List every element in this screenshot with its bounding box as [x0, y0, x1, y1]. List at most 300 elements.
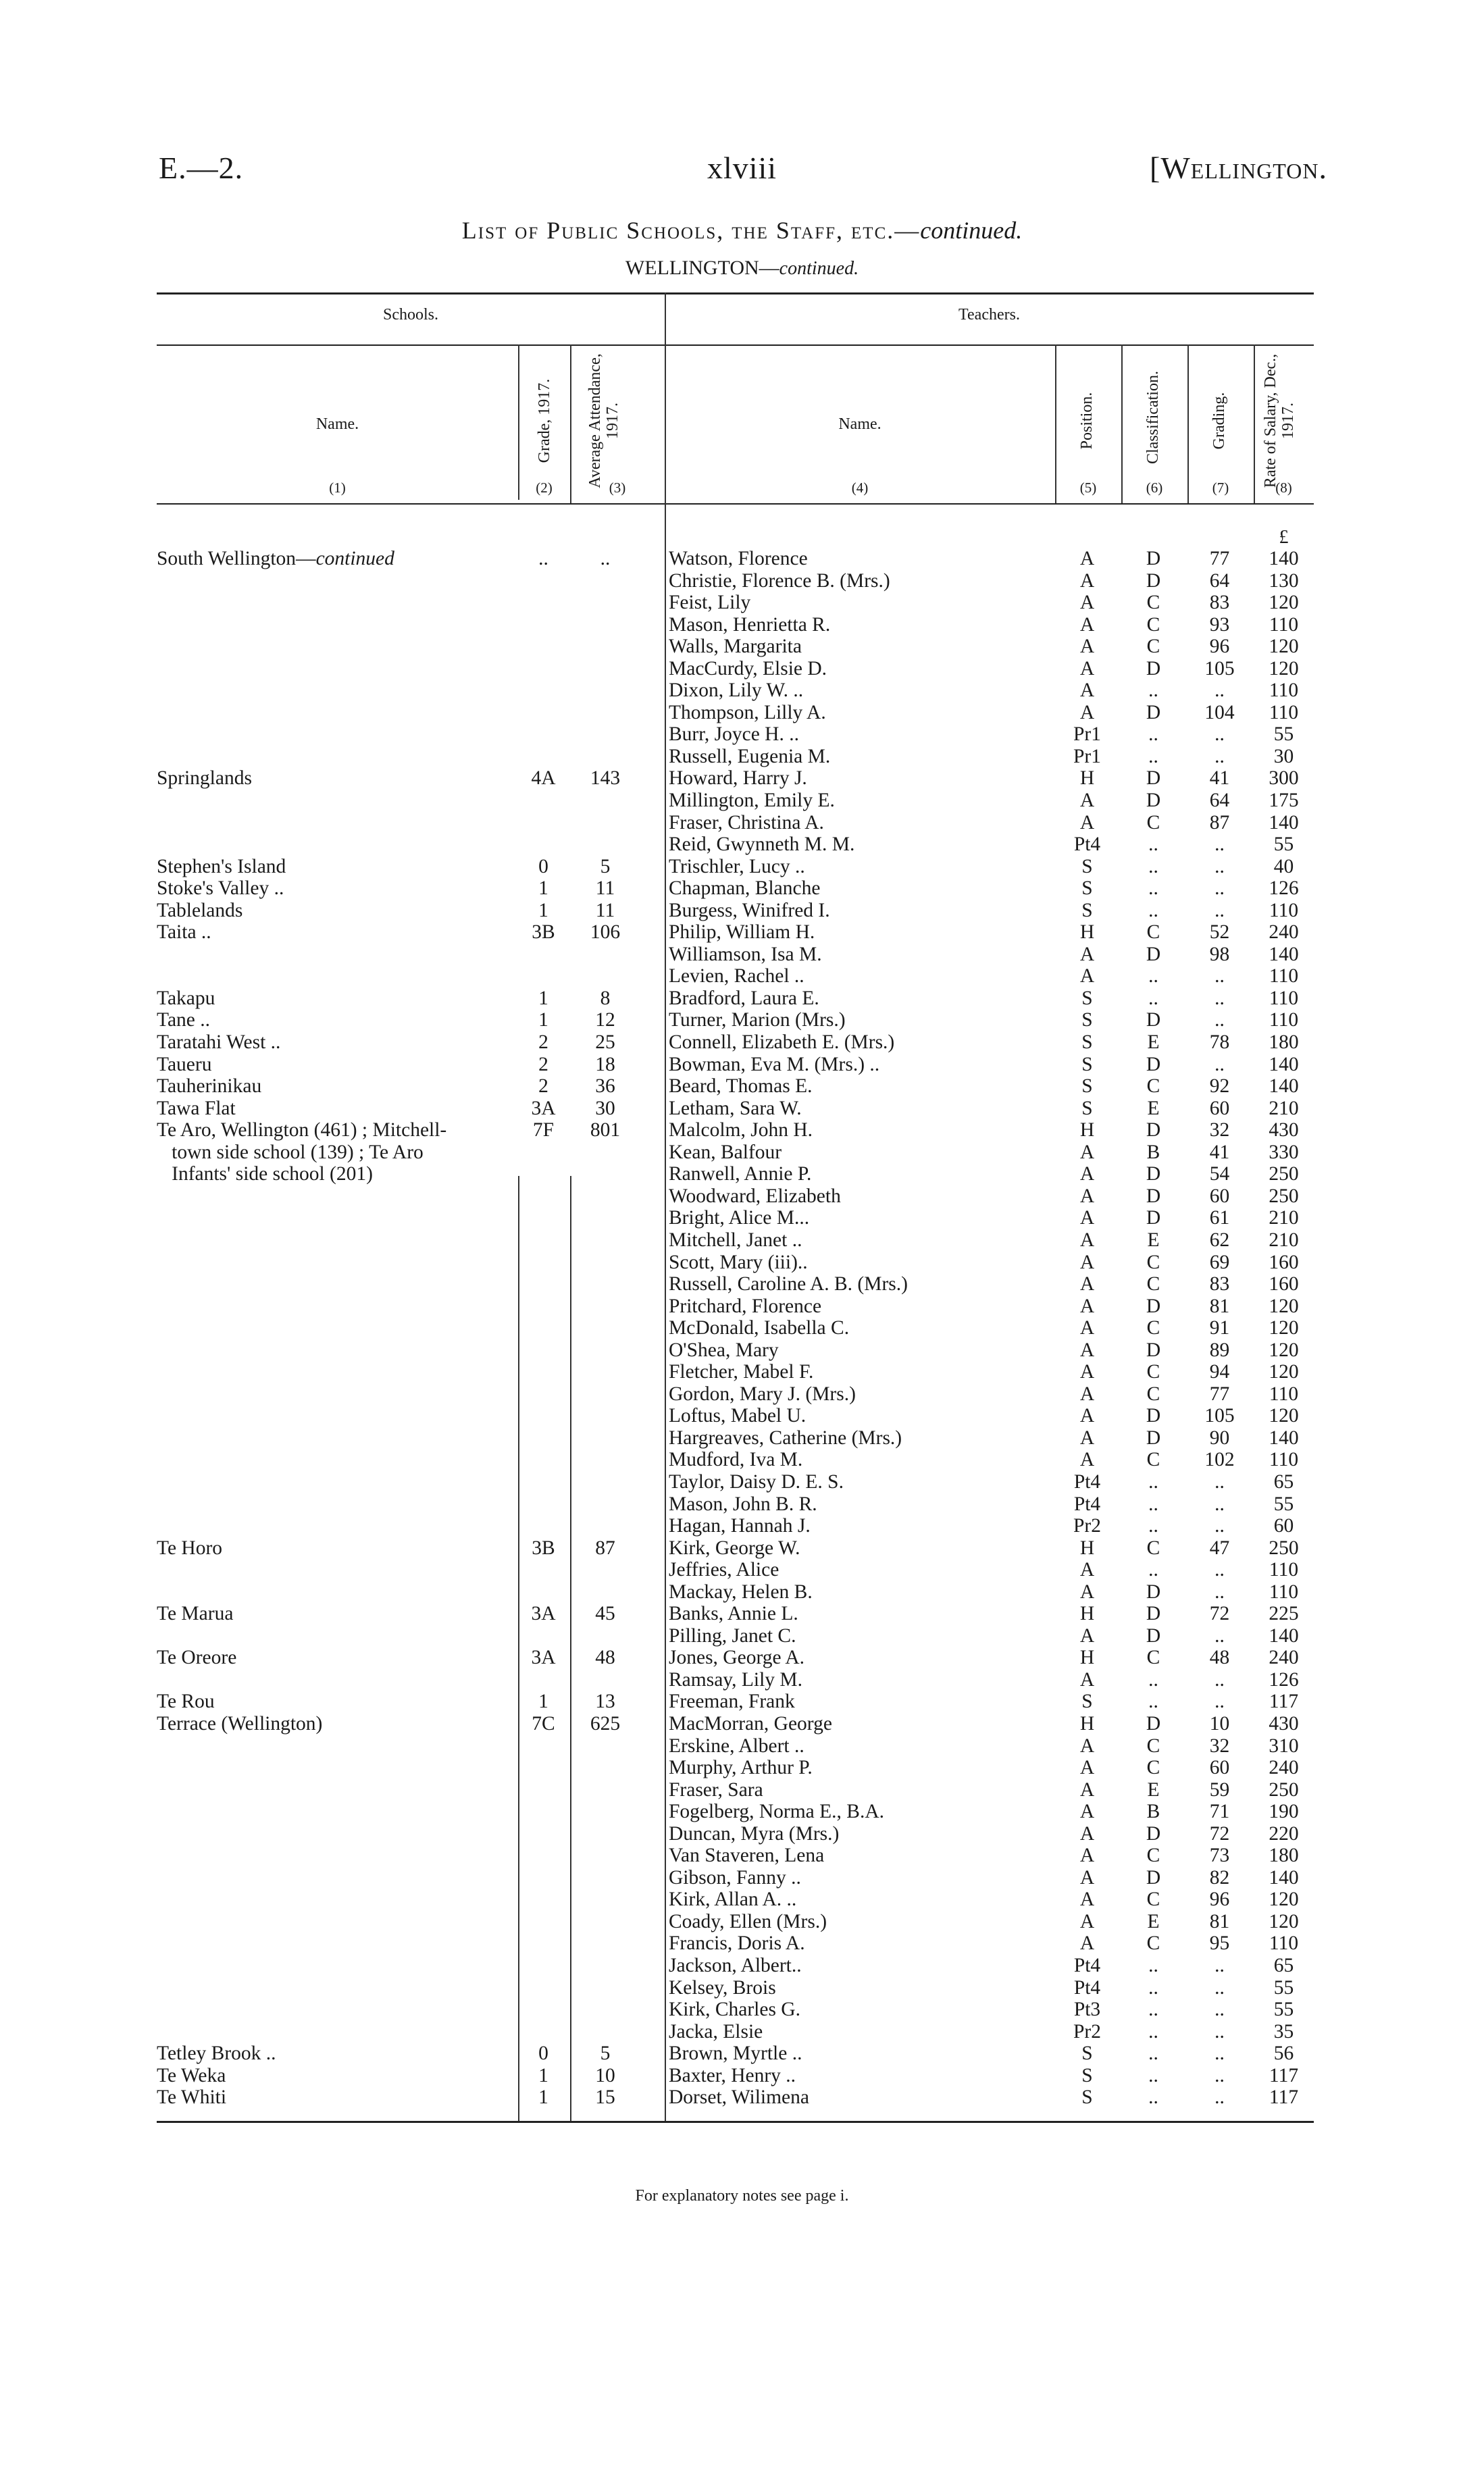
teacher-name-cell: Howard, Harry J. [669, 767, 807, 790]
grading-cell: .. [1214, 2043, 1225, 2065]
table-row [157, 1427, 1314, 1449]
grading-cell: .. [1214, 1559, 1225, 1581]
teacher-name-cell: Banks, Annie L. [669, 1603, 798, 1625]
grade-cell: 7C [532, 1712, 555, 1735]
position-cell: Pt4 [1073, 1955, 1101, 1976]
teacher-name-cell: Russell, Eugenia M. [669, 745, 831, 767]
teacher-name-cell: Freeman, Frank [669, 1691, 795, 1713]
attendance-cell: 45 [595, 1603, 615, 1625]
table-row [157, 767, 1314, 790]
table-row [157, 1054, 1314, 1076]
teacher-name-cell: Dixon, Lily W. .. [669, 679, 804, 702]
school-name-cell: Te Marua [157, 1603, 234, 1625]
salary-cell: 120 [1269, 1889, 1299, 1911]
table-row [157, 812, 1314, 834]
teacher-name-cell: Jackson, Albert.. [669, 1955, 802, 1976]
position-cell: A [1079, 657, 1095, 679]
attendance-cell: 143 [590, 767, 621, 790]
classification-cell: E [1147, 1910, 1160, 1932]
table-row [157, 636, 1314, 658]
salary-cell: 140 [1269, 548, 1299, 569]
table-row [157, 1317, 1314, 1339]
salary-cell: 240 [1269, 1757, 1299, 1779]
teacher-name-cell: Beard, Thomas E. [669, 1075, 813, 1098]
grading-cell: 81 [1209, 1910, 1230, 1932]
classification-cell: .. [1148, 899, 1158, 921]
position-cell: A [1079, 1295, 1095, 1317]
table-row [157, 833, 1314, 856]
classification-cell: .. [1148, 833, 1158, 856]
salary-cell: 55 [1273, 1976, 1294, 1999]
grading-cell: .. [1214, 1493, 1225, 1515]
classification-cell: D [1146, 1866, 1161, 1889]
grading-cell: .. [1214, 1515, 1225, 1537]
grading-cell: .. [1214, 745, 1225, 767]
classification-cell: E [1147, 1097, 1160, 1119]
classification-cell: .. [1148, 1470, 1158, 1493]
table-row [157, 1955, 1314, 1977]
col-number: (6) [1146, 480, 1163, 496]
classification-cell: .. [1148, 965, 1158, 987]
position-cell: S [1081, 2043, 1093, 2065]
position-cell: A [1079, 1624, 1095, 1647]
position-cell: A [1079, 1932, 1095, 1955]
teacher-name-cell: Jeffries, Alice [669, 1559, 779, 1581]
table-row [157, 1801, 1314, 1823]
classification-cell: .. [1148, 2064, 1158, 2086]
position-cell: A [1079, 1778, 1095, 1801]
position-cell: S [1081, 1691, 1093, 1713]
salary-cell: 110 [1269, 899, 1299, 921]
teacher-name-cell: Mason, John B. R. [669, 1493, 817, 1515]
table-row [157, 1735, 1314, 1757]
classification-cell: D [1146, 1427, 1161, 1449]
position-cell: H [1079, 1647, 1095, 1669]
table-row [157, 1098, 1314, 1120]
grading-cell: 93 [1209, 613, 1230, 636]
grading-cell: 102 [1204, 1449, 1235, 1471]
grading-cell: .. [1214, 877, 1225, 900]
school-name-cell: Te Weka [157, 2064, 226, 2086]
school-name-cell: Springlands [157, 767, 252, 790]
table-row [157, 1867, 1314, 1889]
attendance-cell: 106 [590, 921, 621, 944]
position-cell: H [1079, 1603, 1095, 1625]
salary-cell: 250 [1269, 1185, 1299, 1207]
grading-cell: .. [1214, 1668, 1225, 1691]
grading-cell: .. [1214, 1053, 1225, 1075]
classification-cell: B [1146, 1801, 1160, 1823]
salary-cell: 110 [1269, 987, 1299, 1009]
grading-cell: 82 [1209, 1866, 1230, 1889]
grading-heading: Grading. [1210, 392, 1228, 450]
table-row [157, 1273, 1314, 1295]
table-row [157, 1207, 1314, 1229]
teacher-name-cell: Turner, Marion (Mrs.) [669, 1009, 846, 1031]
teacher-name-cell: Kean, Balfour [669, 1141, 782, 1163]
classification-cell: D [1146, 1163, 1161, 1185]
grade-cell: 3A [531, 1603, 556, 1625]
teacher-name-cell: Hargreaves, Catherine (Mrs.) [669, 1427, 902, 1449]
staff-table [157, 292, 1314, 2132]
position-cell: A [1079, 1735, 1095, 1757]
position-cell: Pr2 [1073, 1515, 1101, 1537]
teacher-name-cell: Kelsey, Brois [669, 1976, 776, 1999]
table-row [157, 1603, 1314, 1625]
classification-cell: D [1146, 1053, 1161, 1075]
position-cell: S [1081, 987, 1093, 1009]
grading-cell: .. [1214, 1470, 1225, 1493]
table-row [157, 1449, 1314, 1471]
school-name-cell: Infants' side school (201) [157, 1163, 373, 1185]
classification-cell: C [1146, 613, 1160, 636]
salary-cell: 110 [1269, 1581, 1299, 1603]
salary-cell: 430 [1269, 1712, 1299, 1735]
position-cell: S [1081, 877, 1093, 900]
position-cell: Pr2 [1073, 2020, 1101, 2043]
school-name-cell: Stephen's Island [157, 855, 286, 877]
teacher-name-cell: Mudford, Iva M. [669, 1449, 803, 1471]
salary-cell: 110 [1269, 1383, 1299, 1405]
classification-cell: C [1146, 1273, 1160, 1295]
school-name-cell: Stoke's Valley .. [157, 877, 284, 900]
table-row [157, 1823, 1314, 1845]
classification-cell: C [1146, 1889, 1160, 1911]
table-row [157, 1625, 1314, 1647]
grading-cell: 41 [1209, 767, 1230, 790]
table-row [157, 570, 1314, 592]
position-cell: A [1079, 1273, 1095, 1295]
teacher-name-cell: Jones, George A. [669, 1647, 805, 1669]
attendance-cell: 8 [600, 987, 611, 1009]
salary-cell: 110 [1269, 1009, 1299, 1031]
salary-cell: 60 [1273, 1515, 1294, 1537]
grading-cell: 64 [1209, 569, 1230, 592]
grade-cell: 3B [532, 1537, 555, 1559]
classification-cell: C [1146, 1735, 1160, 1757]
salary-cell: 220 [1269, 1822, 1299, 1845]
classification-cell: C [1146, 1361, 1160, 1383]
attendance-cell: 11 [595, 899, 615, 921]
teacher-name-cell: Woodward, Elizabeth [669, 1185, 841, 1207]
table-row [157, 790, 1314, 812]
teacher-name-cell: Millington, Emily E. [669, 790, 835, 812]
teacher-name-cell: MacMorran, George [669, 1712, 832, 1735]
teacher-name-cell: Dorset, Wilimena [669, 2086, 809, 2109]
teacher-name-cell: Feist, Lily [669, 592, 751, 614]
group-header-rule [157, 344, 1314, 346]
classification-cell: E [1147, 1031, 1160, 1054]
classification-cell: .. [1148, 1999, 1158, 2021]
position-cell: Pt4 [1073, 833, 1101, 856]
classification-cell: D [1146, 1712, 1161, 1735]
col-number: (4) [851, 480, 869, 496]
teacher-name-cell: Murphy, Arthur P. [669, 1757, 813, 1779]
col-number: (3) [609, 480, 626, 496]
salary-cell: 30 [1273, 745, 1294, 767]
salary-cell: 210 [1269, 1229, 1299, 1251]
teacher-name-cell: Fraser, Sara [669, 1778, 763, 1801]
table-row [157, 1669, 1314, 1691]
teacher-name-cell: Ramsay, Lily M. [669, 1668, 803, 1691]
classification-cell: .. [1148, 2020, 1158, 2043]
position-cell: A [1079, 811, 1095, 833]
position-cell: Pr1 [1073, 745, 1101, 767]
classification-cell: C [1146, 1537, 1160, 1559]
teacher-name-cell: Gibson, Fanny .. [669, 1866, 801, 1889]
position-cell: A [1079, 1361, 1095, 1383]
table-row [157, 1009, 1314, 1031]
grading-cell: 54 [1209, 1163, 1230, 1185]
table-row [157, 944, 1314, 966]
salary-cell: 130 [1269, 569, 1299, 592]
salary-heading: Rate of Salary, Dec., 1917. [1262, 353, 1297, 488]
col-divider [518, 344, 519, 500]
position-cell: H [1079, 767, 1095, 790]
grading-cell: 60 [1209, 1185, 1230, 1207]
teacher-name-cell: Fogelberg, Norma E., B.A. [669, 1801, 884, 1823]
grading-cell: 91 [1209, 1317, 1230, 1339]
classification-cell: D [1146, 790, 1161, 812]
teacher-name-cell: Kirk, Charles G. [669, 1999, 800, 2021]
table-row [157, 702, 1314, 724]
table-row [157, 1119, 1314, 1141]
teacher-name-cell: Burr, Joyce H. .. [669, 723, 799, 746]
teacher-name-cell: Ranwell, Annie P. [669, 1163, 812, 1185]
grading-cell: 92 [1209, 1075, 1230, 1098]
page-number: xlviii [707, 151, 777, 185]
grade-cell: 1 [538, 2064, 548, 2086]
grading-cell: 72 [1209, 1603, 1230, 1625]
position-cell: A [1079, 1427, 1095, 1449]
grading-cell: 94 [1209, 1361, 1230, 1383]
grading-cell: 90 [1209, 1427, 1230, 1449]
teacher-name-cell: Levien, Rachel .. [669, 965, 804, 987]
salary-cell: 110 [1269, 965, 1299, 987]
teacher-name-cell: Van Staveren, Lena [669, 1845, 825, 1867]
grading-cell: 48 [1209, 1647, 1230, 1669]
salary-cell: 65 [1273, 1470, 1294, 1493]
classification-cell: .. [1148, 679, 1158, 702]
teacher-name-cell: Duncan, Myra (Mrs.) [669, 1822, 840, 1845]
salary-cell: 120 [1269, 1295, 1299, 1317]
salary-cell: 140 [1269, 1053, 1299, 1075]
grading-cell: 81 [1209, 1295, 1230, 1317]
classification-cell: D [1146, 943, 1161, 965]
table-row [157, 1471, 1314, 1493]
position-cell: S [1081, 1097, 1093, 1119]
table-row [157, 1889, 1314, 1911]
salary-cell: 110 [1269, 1559, 1299, 1581]
table-row [157, 1229, 1314, 1252]
classification-cell: .. [1148, 1976, 1158, 1999]
school-name-cell: South Wellington—continued [157, 548, 394, 569]
table-row [157, 2021, 1314, 2043]
teacher-name-cell: O'Shea, Mary [669, 1339, 779, 1361]
table-row [157, 1911, 1314, 1933]
grading-cell: .. [1214, 1009, 1225, 1031]
position-cell: A [1079, 1449, 1095, 1471]
position-cell: H [1079, 1119, 1095, 1141]
table-row [157, 1383, 1314, 1406]
teacher-name-cell: Mackay, Helen B. [669, 1581, 813, 1603]
teacher-name-cell: Bowman, Eva M. (Mrs.) .. [669, 1053, 880, 1075]
grading-cell: .. [1214, 1624, 1225, 1647]
teacher-name-cell: Francis, Doris A. [669, 1932, 805, 1955]
attendance-cell: .. [600, 548, 611, 569]
classification-cell: C [1146, 1251, 1160, 1273]
teacher-name-cell: Reid, Gwynneth M. M. [669, 833, 855, 856]
table-row [157, 900, 1314, 922]
classification-cell: D [1146, 1009, 1161, 1031]
teacher-name-cell: Kirk, Allan A. .. [669, 1889, 797, 1911]
table-row [157, 1713, 1314, 1735]
grading-cell: 69 [1209, 1251, 1230, 1273]
salary-cell: 430 [1269, 1119, 1299, 1141]
footnote: For explanatory notes see page i. [635, 2187, 849, 2205]
salary-cell: 250 [1269, 1537, 1299, 1559]
table-row [157, 592, 1314, 614]
salary-cell: 140 [1269, 1624, 1299, 1647]
teacher-name-cell: Malcolm, John H. [669, 1119, 813, 1141]
school-name-cell: Te Aro, Wellington (461) ; Mitchell- [157, 1119, 447, 1141]
col-number: (8) [1275, 480, 1292, 496]
table-row [157, 614, 1314, 636]
document-reference: E.—2. [159, 151, 244, 185]
table-row [157, 1559, 1314, 1581]
grade-cell: 0 [538, 2043, 548, 2065]
table-bottom-rule [157, 2121, 1314, 2123]
position-cell: Pt3 [1073, 1999, 1101, 2021]
salary-cell: 117 [1269, 1691, 1299, 1713]
col-number: (7) [1212, 480, 1229, 496]
school-name-cell: Te Rou [157, 1691, 215, 1713]
position-cell: A [1079, 1822, 1095, 1845]
classification-cell: D [1146, 548, 1161, 569]
position-cell: S [1081, 855, 1093, 877]
grading-cell: .. [1214, 987, 1225, 1009]
salary-cell: 110 [1269, 613, 1299, 636]
grading-cell: 98 [1209, 943, 1230, 965]
grading-cell: .. [1214, 2086, 1225, 2109]
attendance-cell: 801 [590, 1119, 621, 1141]
classification-cell: .. [1148, 2086, 1158, 2109]
position-cell: H [1079, 1537, 1095, 1559]
position-cell: A [1079, 965, 1095, 987]
grade-cell: .. [538, 548, 548, 569]
position-cell: A [1079, 592, 1095, 614]
grading-cell: .. [1214, 855, 1225, 877]
attendance-cell: 30 [595, 1097, 615, 1119]
table-row [157, 1647, 1314, 1669]
salary-cell: 120 [1269, 1405, 1299, 1427]
salary-cell: 140 [1269, 1075, 1299, 1098]
classification-cell: E [1147, 1229, 1160, 1251]
grade-cell: 3B [532, 921, 555, 944]
position-cell: A [1079, 636, 1095, 658]
school-name-cell: Te Whiti [157, 2086, 227, 2109]
teacher-name-cell: Jacka, Elsie [669, 2020, 763, 2043]
salary-cell: 330 [1269, 1141, 1299, 1163]
position-cell: A [1079, 613, 1095, 636]
grading-cell: 96 [1209, 636, 1230, 658]
page-subtitle: WELLINGTON—continued. [625, 257, 859, 279]
teacher-name-cell: Hagan, Hannah J. [669, 1515, 811, 1537]
table-row [157, 1141, 1314, 1164]
classification-cell: C [1146, 1383, 1160, 1405]
teacher-name-cell: Thompson, Lilly A. [669, 701, 826, 723]
schools-group-heading: Schools. [382, 306, 438, 324]
salary-cell: 55 [1273, 1999, 1294, 2021]
salary-cell: 126 [1269, 1668, 1299, 1691]
salary-cell: 160 [1269, 1251, 1299, 1273]
grading-cell: .. [1214, 679, 1225, 702]
attendance-cell: 18 [595, 1053, 615, 1075]
grade-cell: 1 [538, 1691, 548, 1713]
position-cell: S [1081, 899, 1093, 921]
classification-cell: .. [1148, 1955, 1158, 1976]
grading-cell: .. [1214, 1976, 1225, 1999]
grade-cell: 3A [531, 1647, 556, 1669]
grading-cell: .. [1214, 1581, 1225, 1603]
grade-cell: 2 [538, 1053, 548, 1075]
grading-cell: 78 [1209, 1031, 1230, 1054]
attendance-cell: 15 [595, 2086, 615, 2109]
grade-cell: 2 [538, 1031, 548, 1054]
table-row [157, 1031, 1314, 1054]
salary-cell: 120 [1269, 1910, 1299, 1932]
teacher-name-cell: Pilling, Janet C. [669, 1624, 796, 1647]
classification-cell: D [1146, 1603, 1161, 1625]
classification-cell: C [1146, 1317, 1160, 1339]
teacher-name-cell: Philip, William H. [669, 921, 815, 944]
position-cell: A [1079, 701, 1095, 723]
table-row [157, 987, 1314, 1010]
salary-cell: 250 [1269, 1778, 1299, 1801]
table-row [157, 679, 1314, 702]
salary-cell: 210 [1269, 1207, 1299, 1229]
table-row [157, 1537, 1314, 1560]
position-cell: S [1081, 2086, 1093, 2109]
salary-cell: 110 [1269, 701, 1299, 723]
teacher-name-cell: Loftus, Mabel U. [669, 1405, 807, 1427]
salary-cell: 35 [1273, 2020, 1294, 2043]
table-row [157, 1339, 1314, 1362]
position-cell: A [1079, 1866, 1095, 1889]
grading-cell: 77 [1209, 548, 1230, 569]
classification-cell: C [1146, 1075, 1160, 1098]
classification-cell: .. [1148, 2043, 1158, 2065]
position-cell: A [1079, 1163, 1095, 1185]
position-cell: A [1079, 569, 1095, 592]
position-cell: A [1079, 679, 1095, 702]
teacher-name-cell: Taylor, Daisy D. E. S. [669, 1470, 844, 1493]
teacher-name-cell: Bradford, Laura E. [669, 987, 819, 1009]
teacher-name-cell: Chapman, Blanche [669, 877, 821, 900]
teacher-name-cell: Russell, Caroline A. B. (Mrs.) [669, 1273, 908, 1295]
position-cell: A [1079, 1845, 1095, 1867]
col-number: (5) [1079, 480, 1097, 496]
salary-cell: 110 [1269, 1449, 1299, 1471]
table-row [157, 1999, 1314, 2021]
grade-cell: 1 [538, 1009, 548, 1031]
salary-cell: 140 [1269, 1866, 1299, 1889]
classification-cell: D [1146, 569, 1161, 592]
salary-cell: 240 [1269, 1647, 1299, 1669]
grading-cell: 59 [1209, 1778, 1230, 1801]
position-cell: A [1079, 1383, 1095, 1405]
position-cell: Pt4 [1073, 1976, 1101, 1999]
